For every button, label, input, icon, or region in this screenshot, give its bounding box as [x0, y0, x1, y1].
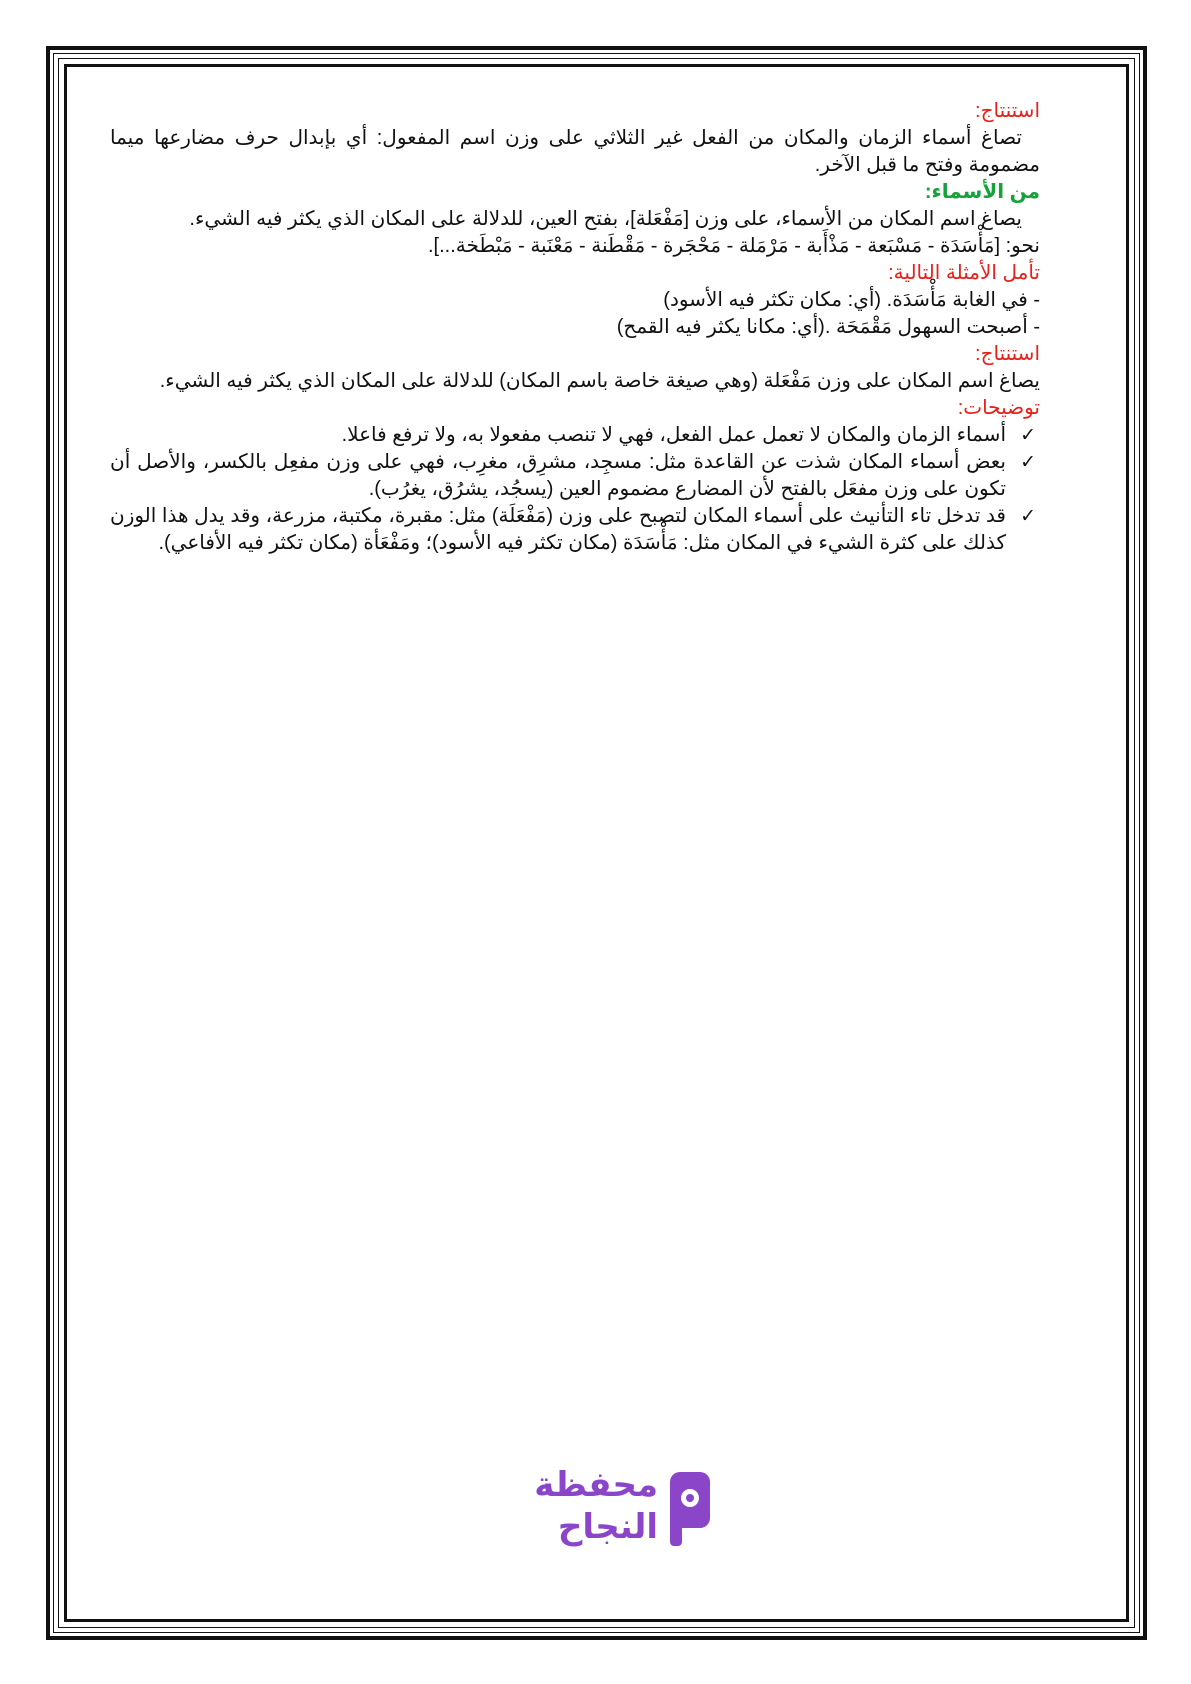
- heading-conclusion-2: استنتاج:: [975, 343, 1040, 365]
- notes-list: [110, 422, 1040, 557]
- note-text: بعض أسماء المكان شذت عن القاعدة مثل: مسجِد، مشرِق، مغرِب، فهي على وزن مفعِل بالكسر، والأصل أن تكون على وزن مفعَل بالفتح لأن المضارع مضموم العين (يسجُد، يشرُق، يغرُب).: [110, 451, 1006, 500]
- check-icon: ✓: [1020, 425, 1036, 446]
- note-item: [110, 422, 1040, 449]
- example-item-1: - في الغابة مَأْسَدَة. (أي: مكان تكثر فيه الأسود): [663, 289, 1040, 311]
- logo-mark-icon: [668, 1470, 712, 1548]
- paragraph-rule-2: يصاغ اسم المكان من الأسماء، على وزن [مَفْعَلة]، بفتح العين، للدلالة على المكان الذي يكثر فيه الشيء.: [189, 208, 1022, 230]
- note-text: أسماء الزمان والمكان لا تعمل عمل الفعل، فهي لا تنصب مفعولا به، ولا ترفع فاعلا.: [341, 424, 1006, 446]
- example-item-2: - أصبحت السهول مَقْمَحَة .(أي: مكانا يكثر فيه القمح): [616, 316, 1040, 338]
- logo-text-line-1: محفظة: [534, 1465, 658, 1505]
- heading-names: من الأسماء:: [924, 181, 1040, 203]
- heading-notes: توضيحات:: [957, 397, 1040, 419]
- paragraph-rule-3: يصاغ اسم المكان على وزن مَفْعَلة (وهي صيغة خاصة باسم المكان) للدلالة على المكان الذي يكثر فيه الشيء.: [159, 370, 1040, 392]
- document-body: [110, 98, 1040, 557]
- site-logo: [534, 1462, 718, 1582]
- note-item: [110, 503, 1040, 557]
- check-icon: ✓: [1020, 452, 1036, 473]
- logo-text-line-2: النجاح: [557, 1507, 658, 1547]
- heading-examples: تأمل الأمثلة التالية:: [888, 262, 1040, 284]
- paragraph-rule-1: تصاغ أسماء الزمان والمكان من الفعل غير الثلاثي على وزن اسم المفعول: أي بإبدال حرف مضارعها ميما مضمومة وفتح ما قبل الآخر.: [110, 127, 1040, 176]
- check-icon: ✓: [1020, 506, 1036, 527]
- note-text: قد تدخل تاء التأنيث على أسماء المكان لتصبح على وزن (مَفْعَلَة) مثل: مقبرة، مكتبة، مزرعة، وقد يدل هذا الوزن كذلك على كثرة الشيء في المكان مثل: مَأْسَدَة (مكان تكثر فيه الأسود)؛ ومَفْعَأة (مكان تكثر فيه الأفاعي).: [110, 505, 1006, 554]
- paragraph-examples-list: نحو: [مَأْسَدَة - مَسْبَعة - مَذْأَبة - مَرْمَلة - مَحْجَرة - مَقْطَنة - مَعْنَبة - مَبْطَخة...].: [427, 235, 1040, 257]
- note-item: [110, 449, 1040, 503]
- heading-conclusion-1: استنتاج:: [975, 100, 1040, 122]
